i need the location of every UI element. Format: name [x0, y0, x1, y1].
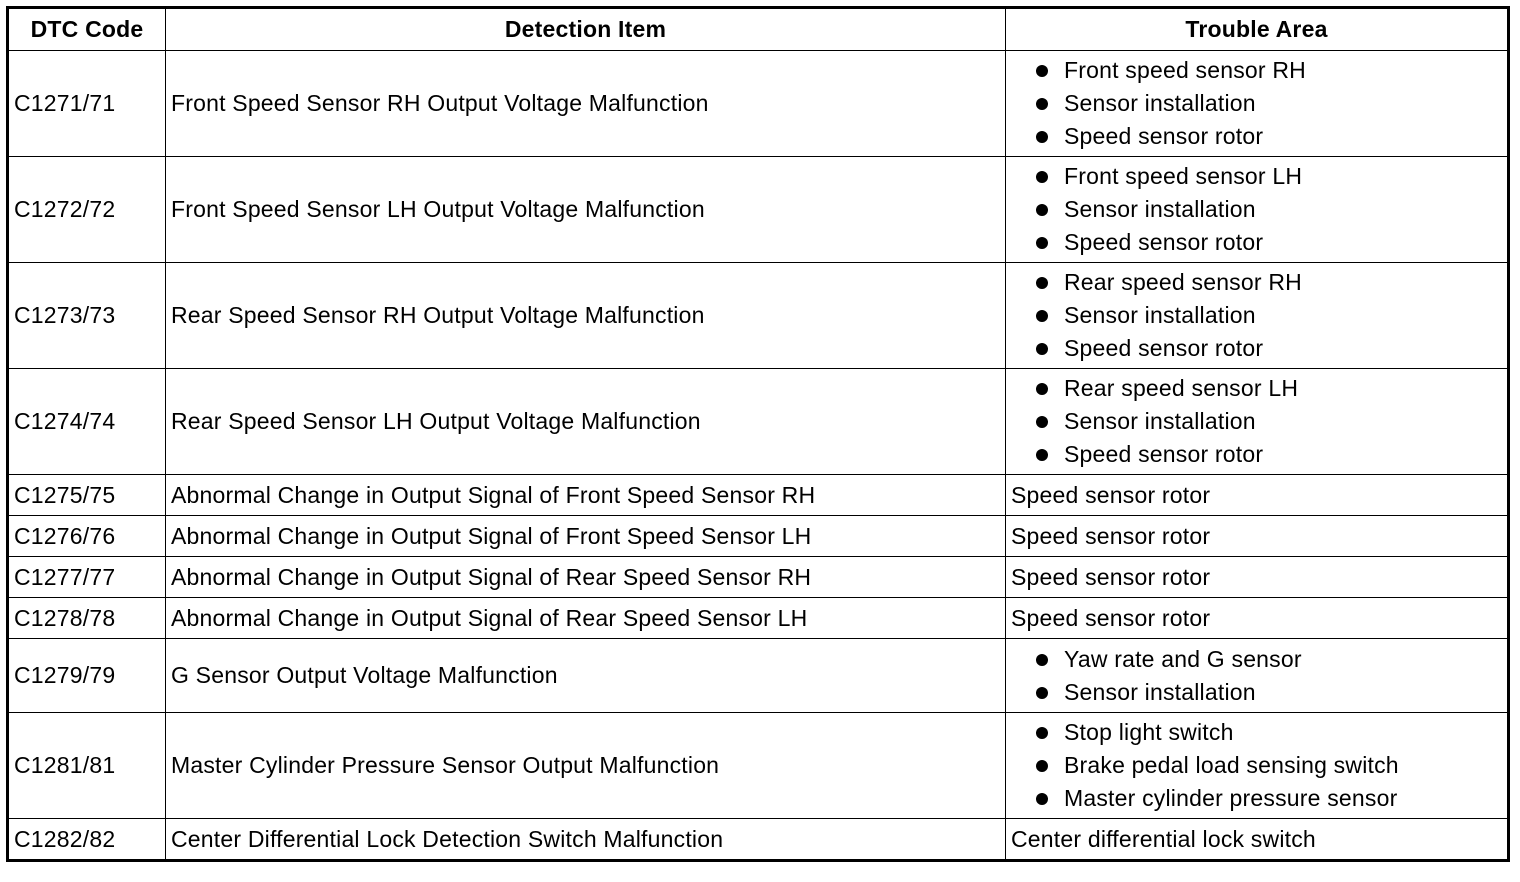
trouble-area-text: Brake pedal load sensing switch — [1064, 752, 1399, 778]
list-item — [1029, 193, 1502, 226]
dtc-code-cell: C1274/74 — [8, 369, 166, 475]
bullet-icon — [1036, 383, 1048, 395]
bullet-icon — [1036, 449, 1048, 461]
trouble-area-cell — [1006, 51, 1509, 157]
dtc-table — [6, 6, 1510, 862]
table-row — [8, 263, 1509, 369]
trouble-area-cell — [1006, 157, 1509, 263]
bullet-icon — [1036, 343, 1048, 355]
trouble-area-text: Speed sensor rotor — [1064, 335, 1264, 361]
list-item — [1029, 299, 1502, 332]
trouble-area-text: Sensor installation — [1064, 408, 1256, 434]
header-detection-item: Detection Item — [166, 8, 1006, 51]
detection-item-cell: Rear Speed Sensor RH Output Voltage Malfunction — [166, 263, 1006, 369]
table-row — [8, 713, 1509, 819]
trouble-area-cell — [1006, 263, 1509, 369]
trouble-area-text: Rear speed sensor RH — [1064, 269, 1302, 295]
trouble-area-cell — [1006, 369, 1509, 475]
dtc-code-cell: C1278/78 — [8, 598, 166, 639]
bullet-icon — [1036, 65, 1048, 77]
trouble-area-list — [1011, 643, 1502, 709]
dtc-code-cell: C1277/77 — [8, 557, 166, 598]
trouble-area-list — [1011, 266, 1502, 365]
detection-item-cell: Abnormal Change in Output Signal of Rear Speed Sensor RH — [166, 557, 1006, 598]
list-item — [1029, 372, 1502, 405]
list-item — [1029, 676, 1502, 709]
detection-item-cell: Front Speed Sensor RH Output Voltage Malfunction — [166, 51, 1006, 157]
table-row — [8, 475, 1509, 516]
trouble-area-text: Speed sensor rotor — [1064, 229, 1264, 255]
trouble-area-text: Sensor installation — [1064, 302, 1256, 328]
bullet-icon — [1036, 760, 1048, 772]
dtc-code-cell: C1276/76 — [8, 516, 166, 557]
trouble-area-text: Speed sensor rotor — [1064, 123, 1264, 149]
table-row — [8, 598, 1509, 639]
dtc-code-cell: C1275/75 — [8, 475, 166, 516]
trouble-area-list — [1011, 160, 1502, 259]
dtc-code-cell: C1271/71 — [8, 51, 166, 157]
bullet-icon — [1036, 727, 1048, 739]
trouble-area-text: Master cylinder pressure sensor — [1064, 785, 1398, 811]
bullet-icon — [1036, 131, 1048, 143]
trouble-area-text: Sensor installation — [1064, 90, 1256, 116]
bullet-icon — [1036, 237, 1048, 249]
trouble-area-text: Stop light switch — [1064, 719, 1234, 745]
detection-item-cell: Front Speed Sensor LH Output Voltage Malfunction — [166, 157, 1006, 263]
dtc-code-cell: C1273/73 — [8, 263, 166, 369]
trouble-area-cell — [1006, 713, 1509, 819]
list-item — [1029, 438, 1502, 471]
trouble-area-text: Speed sensor rotor — [1064, 441, 1264, 467]
trouble-area-cell — [1006, 639, 1509, 713]
detection-item-cell: Abnormal Change in Output Signal of Front Speed Sensor LH — [166, 516, 1006, 557]
list-item — [1029, 716, 1502, 749]
list-item — [1029, 160, 1502, 193]
detection-item-cell: Abnormal Change in Output Signal of Rear Speed Sensor LH — [166, 598, 1006, 639]
detection-item-cell: Rear Speed Sensor LH Output Voltage Malfunction — [166, 369, 1006, 475]
trouble-area-cell: Speed sensor rotor — [1006, 557, 1509, 598]
table-row — [8, 369, 1509, 475]
dtc-code-cell: C1279/79 — [8, 639, 166, 713]
dtc-code-cell: C1282/82 — [8, 819, 166, 861]
trouble-area-text: Rear speed sensor LH — [1064, 375, 1299, 401]
bullet-icon — [1036, 687, 1048, 699]
detection-item-cell: G Sensor Output Voltage Malfunction — [166, 639, 1006, 713]
detection-item-cell: Center Differential Lock Detection Switch Malfunction — [166, 819, 1006, 861]
bullet-icon — [1036, 416, 1048, 428]
detection-item-cell: Master Cylinder Pressure Sensor Output Malfunction — [166, 713, 1006, 819]
trouble-area-cell: Speed sensor rotor — [1006, 598, 1509, 639]
trouble-area-text: Sensor installation — [1064, 196, 1256, 222]
bullet-icon — [1036, 793, 1048, 805]
bullet-icon — [1036, 98, 1048, 110]
bullet-icon — [1036, 277, 1048, 289]
list-item — [1029, 226, 1502, 259]
trouble-area-text: Front speed sensor RH — [1064, 57, 1306, 83]
header-trouble-area: Trouble Area — [1006, 8, 1509, 51]
dtc-code-cell: C1272/72 — [8, 157, 166, 263]
trouble-area-list — [1011, 54, 1502, 153]
detection-item-cell: Abnormal Change in Output Signal of Front Speed Sensor RH — [166, 475, 1006, 516]
list-item — [1029, 749, 1502, 782]
trouble-area-cell: Speed sensor rotor — [1006, 475, 1509, 516]
header-dtc-code: DTC Code — [8, 8, 166, 51]
list-item — [1029, 643, 1502, 676]
list-item — [1029, 54, 1502, 87]
bullet-icon — [1036, 204, 1048, 216]
list-item — [1029, 120, 1502, 153]
table-row — [8, 51, 1509, 157]
bullet-icon — [1036, 171, 1048, 183]
trouble-area-text: Front speed sensor LH — [1064, 163, 1303, 189]
list-item — [1029, 87, 1502, 120]
trouble-area-list — [1011, 372, 1502, 471]
bullet-icon — [1036, 310, 1048, 322]
table-row — [8, 557, 1509, 598]
list-item — [1029, 266, 1502, 299]
trouble-area-text: Sensor installation — [1064, 678, 1256, 705]
trouble-area-cell: Speed sensor rotor — [1006, 516, 1509, 557]
table-row — [8, 819, 1509, 861]
list-item — [1029, 332, 1502, 365]
trouble-area-list — [1011, 716, 1502, 815]
trouble-area-text: Yaw rate and G sensor — [1064, 645, 1302, 672]
table-row — [8, 639, 1509, 713]
table-row — [8, 516, 1509, 557]
list-item — [1029, 405, 1502, 438]
bullet-icon — [1036, 654, 1048, 666]
table-row — [8, 157, 1509, 263]
list-item — [1029, 782, 1502, 815]
header-row — [8, 8, 1509, 51]
trouble-area-cell: Center differential lock switch — [1006, 819, 1509, 861]
dtc-code-cell: C1281/81 — [8, 713, 166, 819]
